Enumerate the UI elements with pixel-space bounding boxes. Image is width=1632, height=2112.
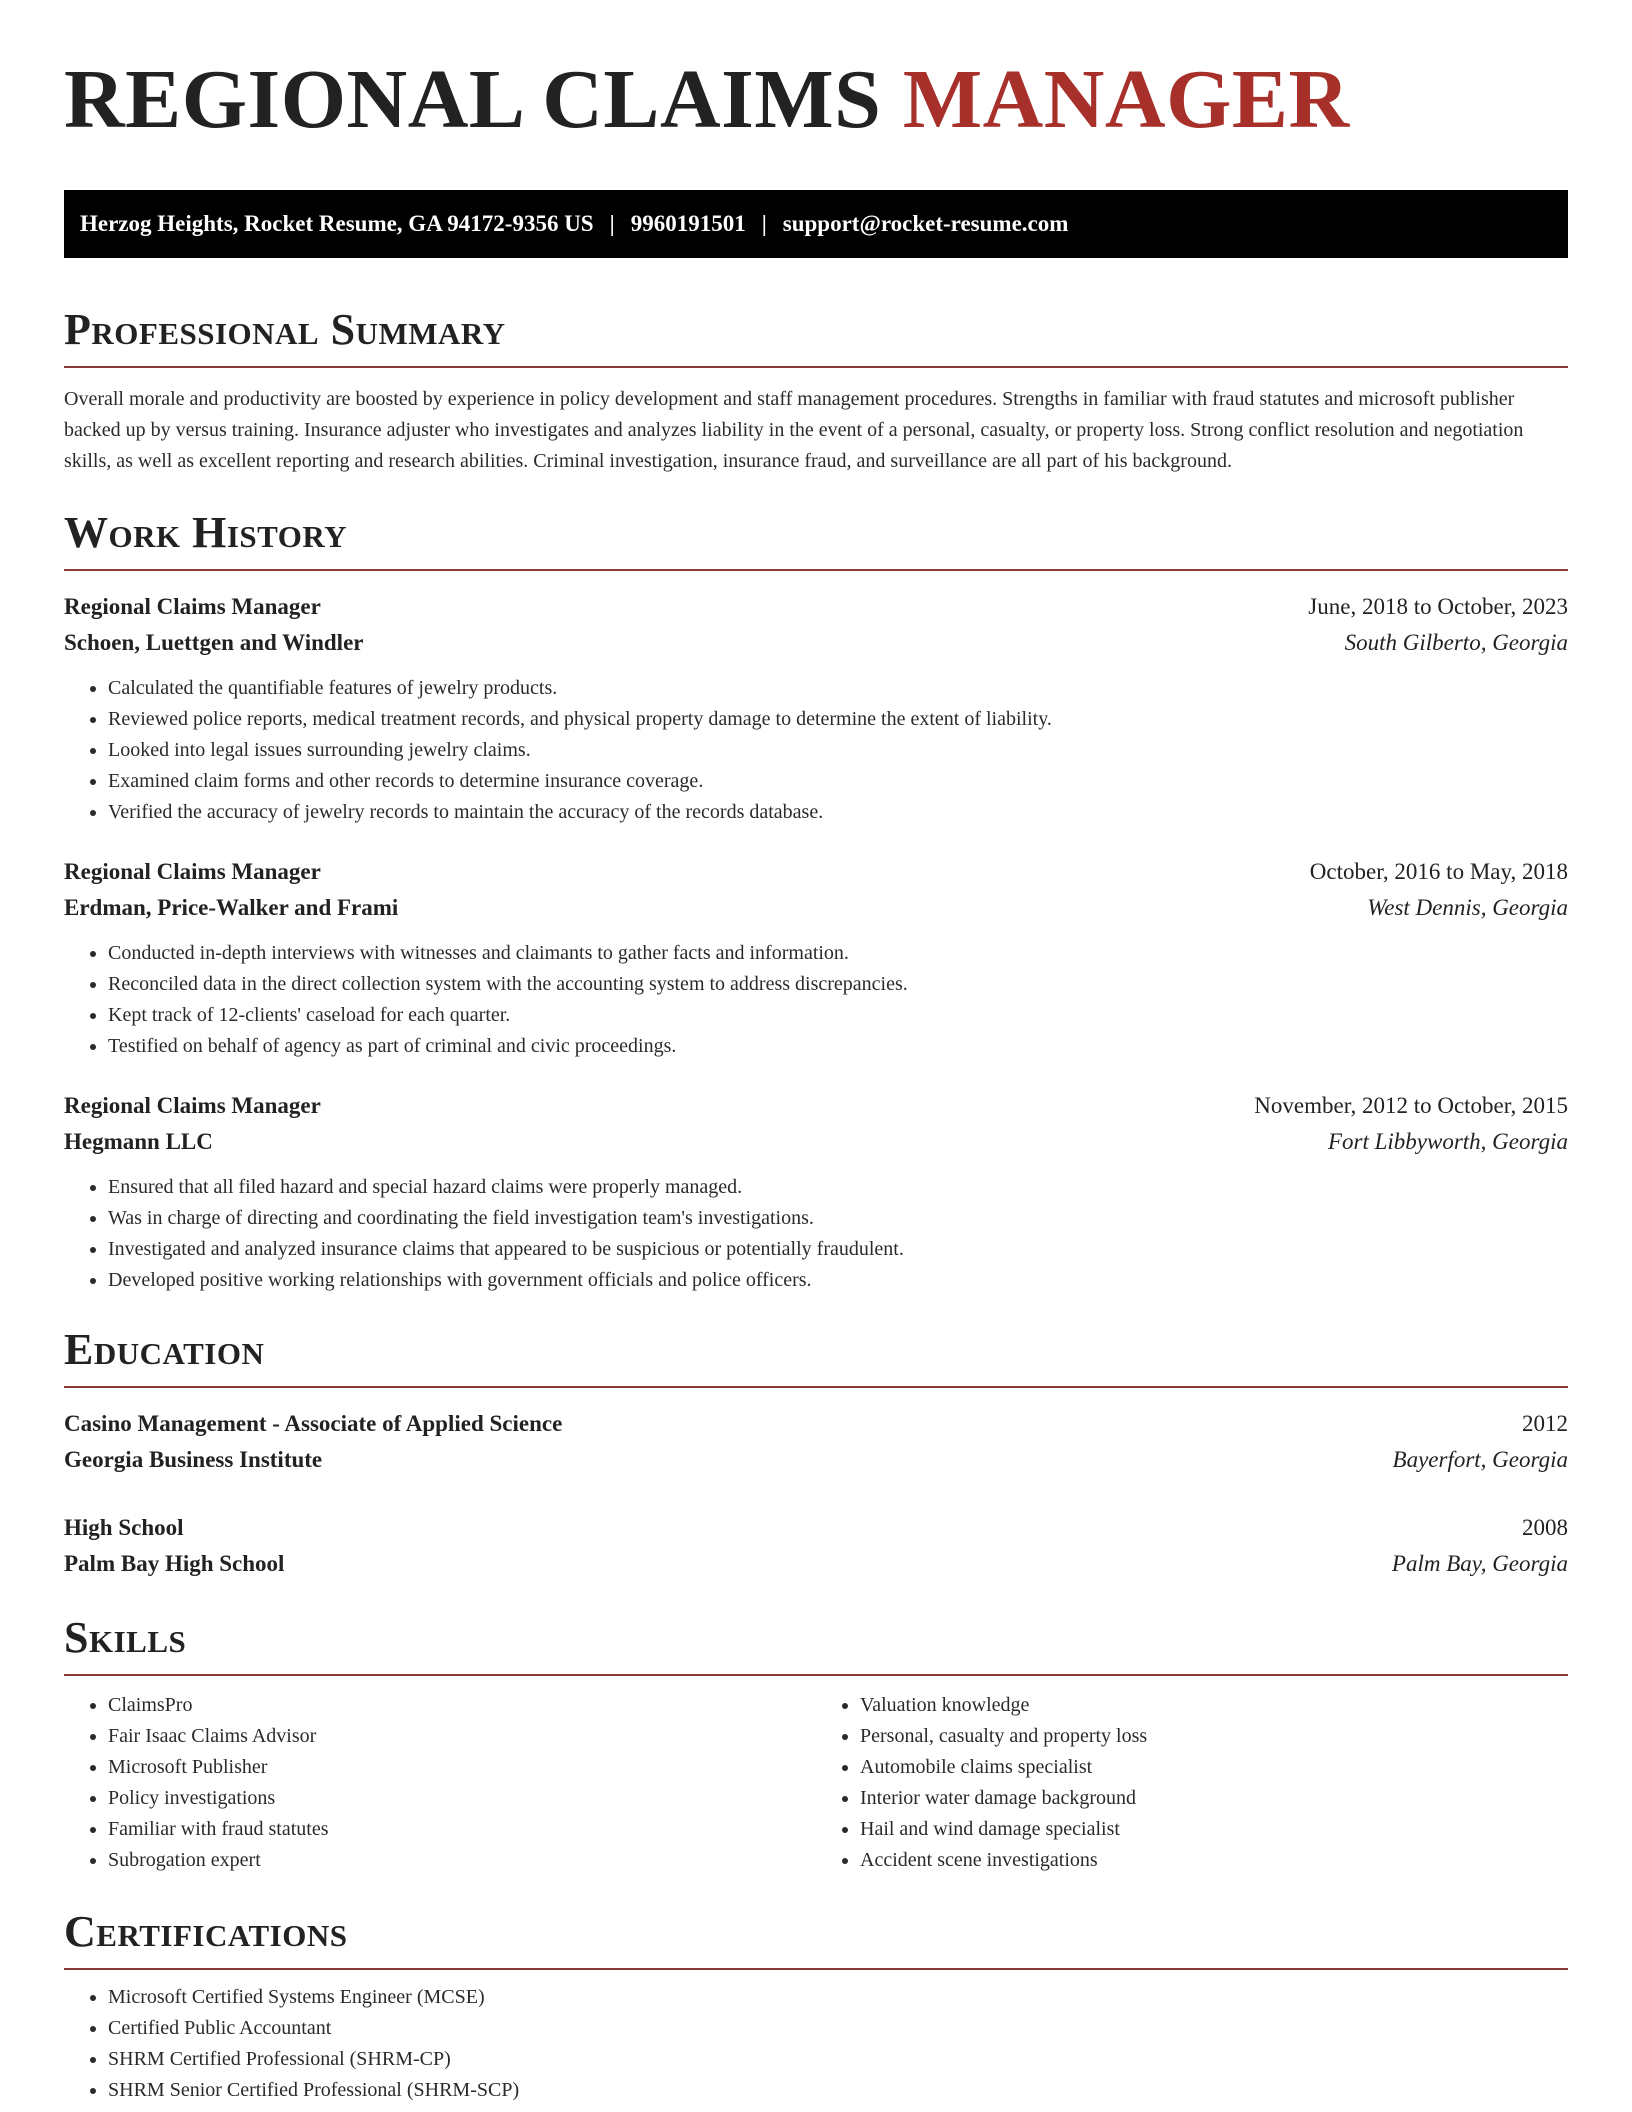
job-position: Regional Claims Manager — [64, 859, 321, 884]
job-bullet: • Examined claim forms and other records to determine insurance coverage. — [108, 766, 1568, 797]
job-bullet: • Looked into legal issues surrounding jewelry claims. — [108, 735, 1568, 766]
skill-item: • Personal, casualty and property loss — [860, 1721, 1568, 1752]
job-bullet: • Investigated and analyzed insurance claims that appeared to be suspicious or potentially fraudulent. — [108, 1234, 1568, 1265]
section-title-work-history: Work History — [64, 511, 1568, 571]
job-bullet: • Reviewed police reports, medical treatment records, and physical property damage to determine the extent of liability. — [108, 704, 1568, 735]
certification-item: • Certified Public Accountant — [108, 2013, 1568, 2044]
education-degree: High School — [64, 1515, 184, 1540]
job-bullets — [64, 1172, 1568, 1296]
skill-item: • Interior water damage background — [860, 1783, 1568, 1814]
contact-bar — [64, 190, 1568, 258]
job-company-row — [64, 625, 1568, 661]
job-company: Schoen, Luettgen and Windler — [64, 630, 364, 655]
contact-phone: 9960191501 — [630, 211, 746, 236]
job-bullet: • Reconciled data in the direct collection system with the accounting system to address discrepancies. — [108, 969, 1568, 1000]
education-degree: Casino Management - Associate of Applied Science — [64, 1411, 563, 1436]
job-company: Hegmann LLC — [64, 1129, 213, 1154]
skills-list-left — [64, 1690, 816, 1876]
job-bullet: • Developed positive working relationships with government officials and police officers. — [108, 1265, 1568, 1296]
certifications-list — [64, 1982, 1568, 2106]
job-dates: June, 2018 to October, 2023 — [1308, 594, 1568, 619]
section-title-certifications: Certifications — [64, 1910, 1568, 1970]
certification-item: • Microsoft Certified Systems Engineer (MCSE) — [108, 1982, 1568, 2013]
skill-item: • Subrogation expert — [108, 1845, 816, 1876]
contact-email: support@rocket-resume.com — [782, 211, 1069, 236]
job-location: South Gilberto, Georgia — [1344, 630, 1568, 655]
skill-item: • Fair Isaac Claims Advisor — [108, 1721, 816, 1752]
education-school: Palm Bay High School — [64, 1551, 285, 1576]
education-header-row — [64, 1510, 1568, 1546]
name-last: MANAGER — [902, 53, 1350, 146]
job-location: West Dennis, Georgia — [1367, 895, 1568, 920]
education-entry — [64, 1510, 1568, 1582]
job-bullet: • Testified on behalf of agency as part of criminal and civic proceedings. — [108, 1031, 1568, 1062]
job-company-row — [64, 1124, 1568, 1160]
job-entry — [64, 1088, 1568, 1296]
job-dates: October, 2016 to May, 2018 — [1309, 859, 1568, 884]
job-bullet: • Verified the accuracy of jewelry records to maintain the accuracy of the records database. — [108, 797, 1568, 828]
section-title-skills: Skills — [64, 1616, 1568, 1676]
job-entry — [64, 854, 1568, 1062]
skill-item: • Valuation knowledge — [860, 1690, 1568, 1721]
job-location: Fort Libbyworth, Georgia — [1327, 1129, 1568, 1154]
contact-address: Herzog Heights, Rocket Resume, GA 94172-9356 US — [80, 211, 594, 236]
certification-item: • SHRM Certified Professional (SHRM-CP) — [108, 2044, 1568, 2075]
skill-item: • Policy investigations — [108, 1783, 816, 1814]
contact-separator: | — [761, 211, 767, 236]
education-location: Palm Bay, Georgia — [1391, 1551, 1568, 1576]
education-year: 2012 — [1522, 1411, 1568, 1436]
job-position: Regional Claims Manager — [64, 1093, 321, 1118]
job-position: Regional Claims Manager — [64, 594, 321, 619]
education-entry — [64, 1406, 1568, 1478]
job-header-row — [64, 589, 1568, 625]
job-bullet: • Kept track of 12-clients' caseload for each quarter. — [108, 1000, 1568, 1031]
contact-separator: | — [609, 211, 615, 236]
education-school: Georgia Business Institute — [64, 1447, 323, 1472]
skill-item: • Accident scene investigations — [860, 1845, 1568, 1876]
name-first: REGIONAL CLAIMS — [64, 53, 882, 146]
job-company-row — [64, 890, 1568, 926]
education-header-row — [64, 1406, 1568, 1442]
education-year: 2008 — [1522, 1515, 1568, 1540]
skills-grid — [64, 1690, 1568, 1876]
skill-item: • ClaimsPro — [108, 1690, 816, 1721]
job-company: Erdman, Price-Walker and Frami — [64, 895, 399, 920]
job-bullet: • Was in charge of directing and coordinating the field investigation team's investigations. — [108, 1203, 1568, 1234]
summary-text: Overall morale and productivity are boosted by experience in policy development and staff management procedures. Strengths in familiar with fraud statutes and microsoft publisher backed up by versus training. Insurance adjuster who investigates and analyzes liability in the event of a personal, casualty, or property loss. Strong conflict resolution and negotiation skills, as well as excellent reporting and research abilities. Criminal investigation, insurance fraud, and surveillance are all part of his background. — [64, 388, 1524, 472]
education-school-row — [64, 1546, 1568, 1582]
education-school-row — [64, 1442, 1568, 1478]
skill-item: • Automobile claims specialist — [860, 1752, 1568, 1783]
resume-name — [64, 52, 1568, 166]
section-title-education: Education — [64, 1328, 1568, 1388]
job-dates: November, 2012 to October, 2015 — [1254, 1093, 1568, 1118]
skill-item: • Microsoft Publisher — [108, 1752, 816, 1783]
resume-page — [64, 0, 1568, 2106]
job-bullet: • Conducted in-depth interviews with witnesses and claimants to gather facts and information. — [108, 938, 1568, 969]
job-entry — [64, 589, 1568, 828]
skill-item: • Hail and wind damage specialist — [860, 1814, 1568, 1845]
job-header-row — [64, 1088, 1568, 1124]
job-bullet: • Calculated the quantifiable features of jewelry products. — [108, 673, 1568, 704]
job-bullets — [64, 673, 1568, 828]
section-title-summary: Professional Summary — [64, 308, 1568, 368]
job-header-row — [64, 854, 1568, 890]
skill-item: • Familiar with fraud statutes — [108, 1814, 816, 1845]
skills-list-right — [816, 1690, 1568, 1876]
education-location: Bayerfort, Georgia — [1392, 1447, 1568, 1472]
job-bullet: • Ensured that all filed hazard and special hazard claims were properly managed. — [108, 1172, 1568, 1203]
job-bullets — [64, 938, 1568, 1062]
certification-item: • SHRM Senior Certified Professional (SHRM-SCP) — [108, 2075, 1568, 2106]
